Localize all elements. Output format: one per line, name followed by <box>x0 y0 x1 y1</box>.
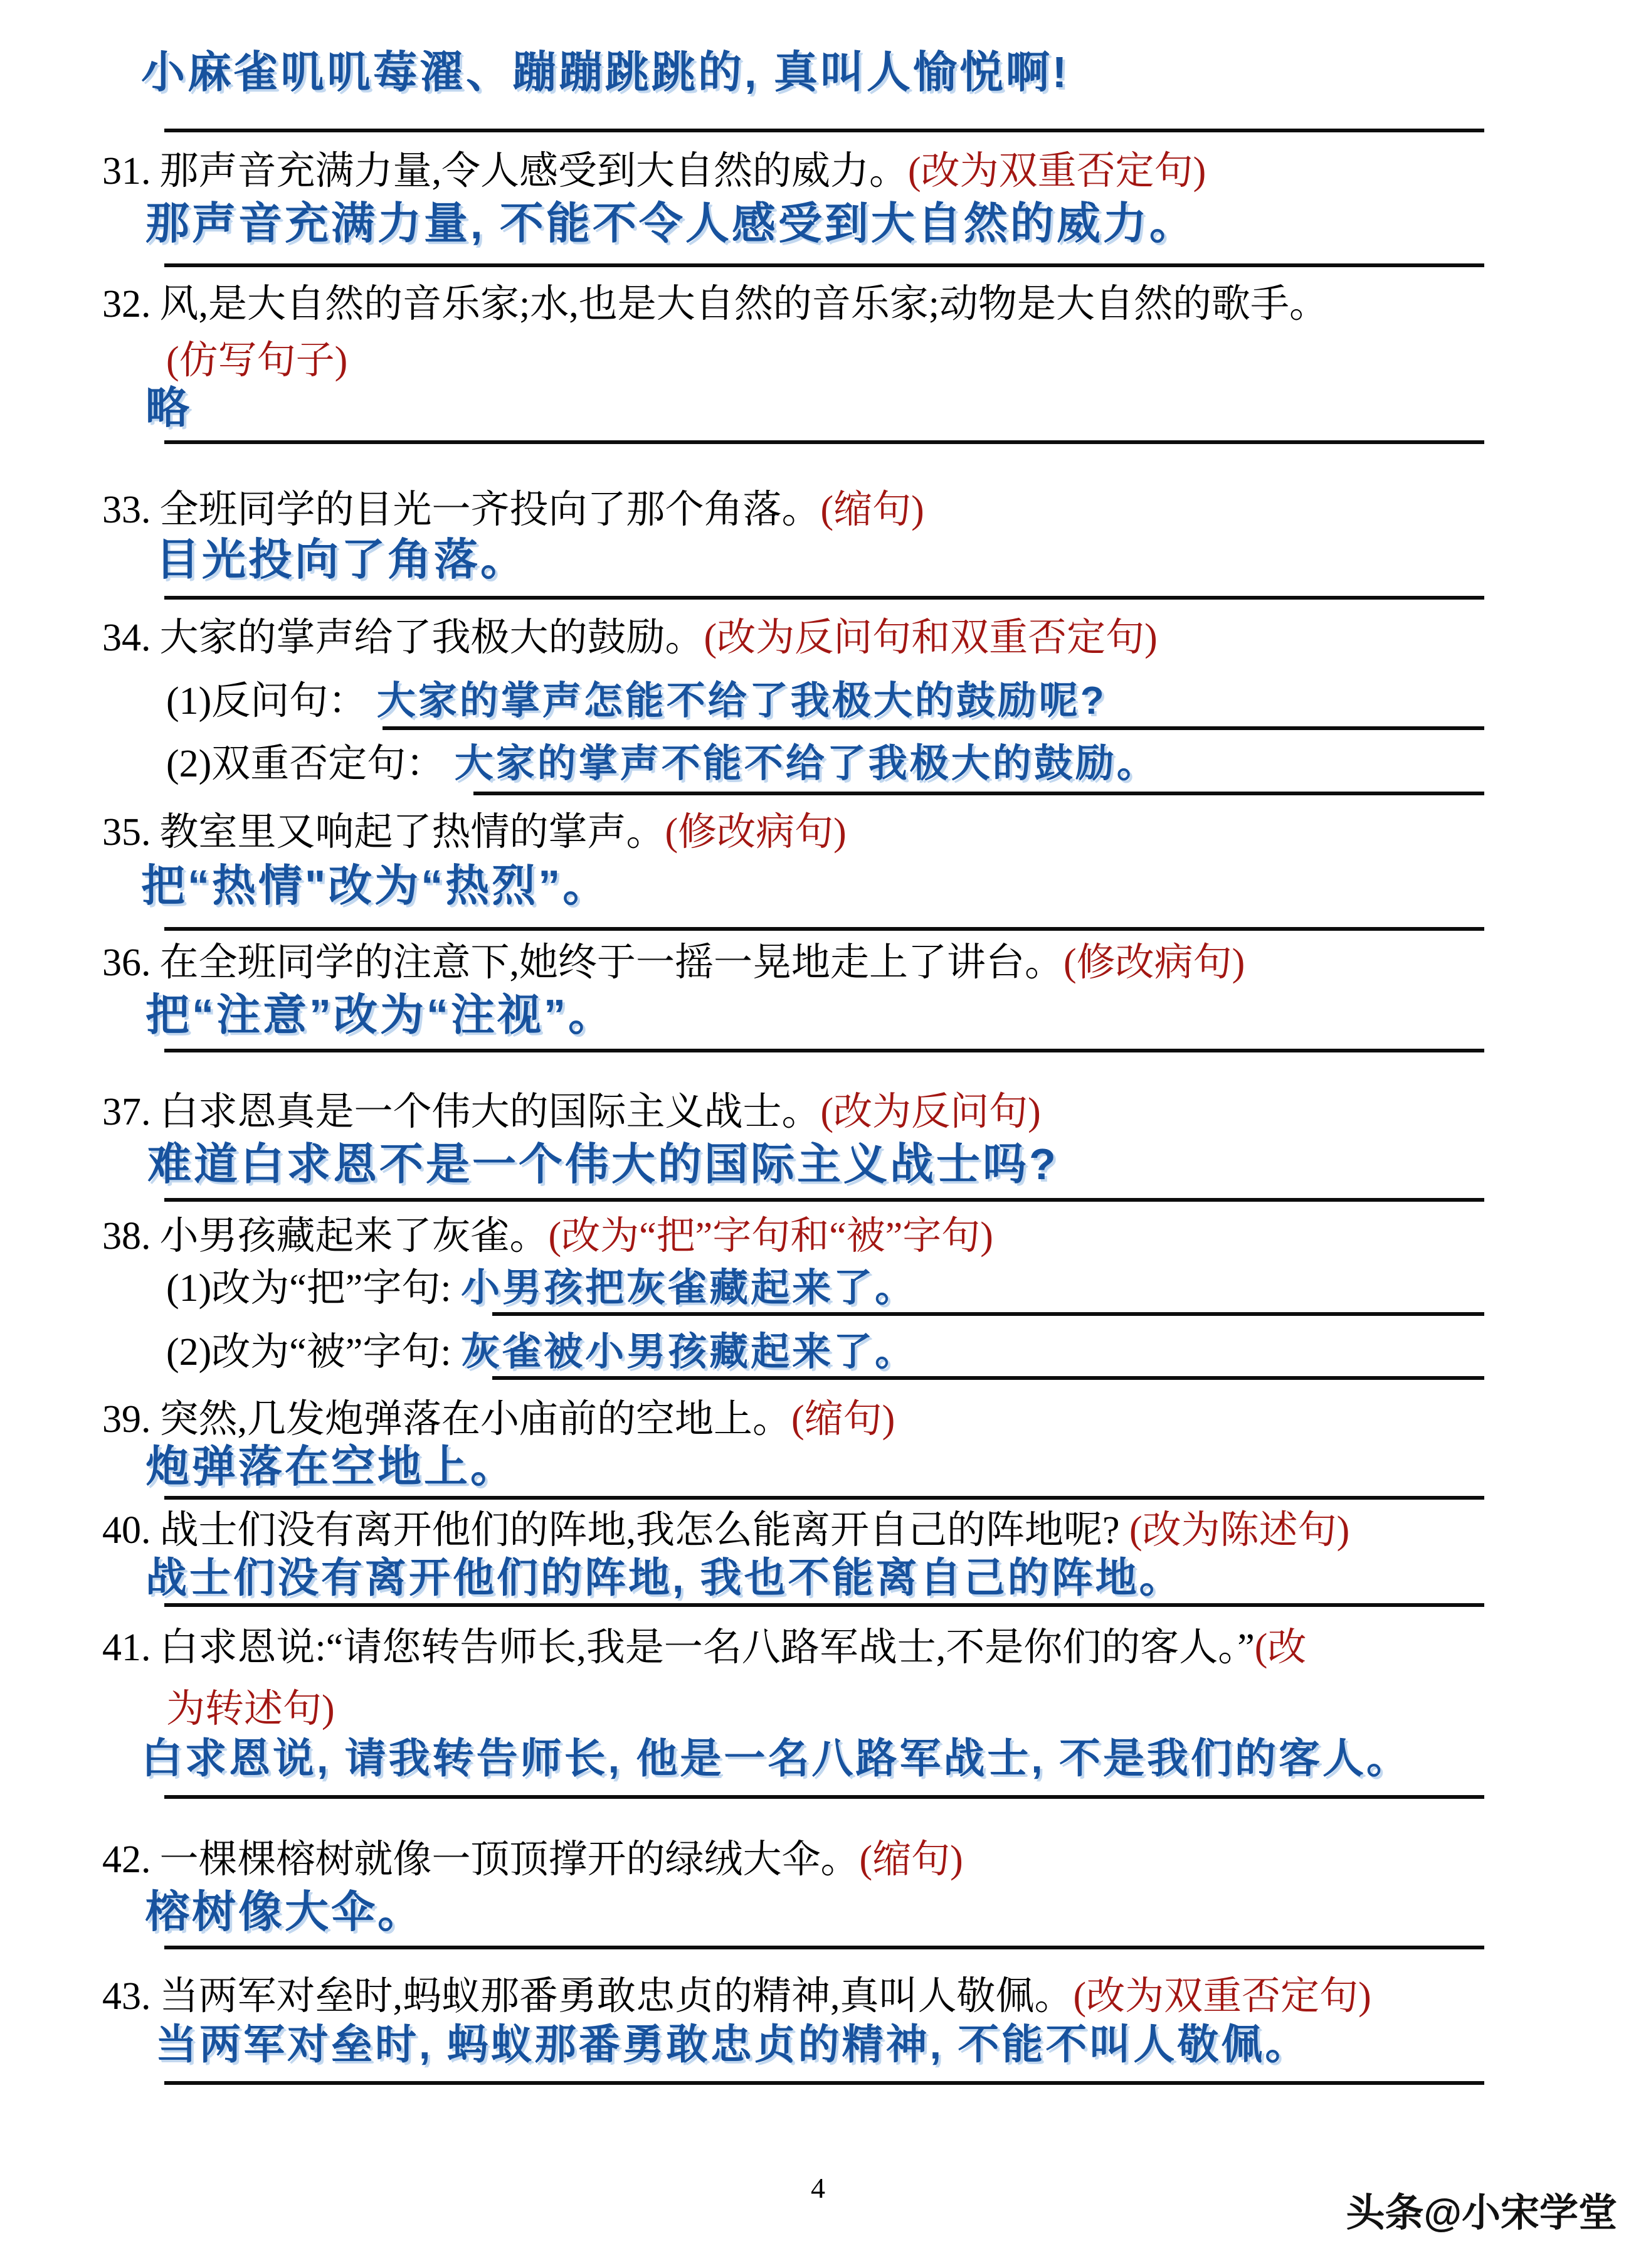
question-text: 白求恩说:“请您转告师长,我是一名八路军战士,不是你们的客人。” <box>159 1626 1255 1669</box>
part-label: (2)改为“被”字句: <box>166 1331 451 1374</box>
instruction-text: (改为双重否定句) <box>1073 1975 1371 2018</box>
question-33 <box>102 488 924 533</box>
question-text: 当两军对垒时,蚂蚁那番勇敢忠贞的精神,真叫人敬佩。 <box>159 1975 1074 2018</box>
answer-text: 小男孩把灰雀藏起来了。 <box>461 1266 917 1310</box>
watermark: 头条@小宋学堂 <box>1346 2191 1617 2235</box>
part-label: (1)反问句： <box>166 680 367 723</box>
answer-37 <box>147 1139 1058 1190</box>
question-number: 31. <box>102 150 151 193</box>
answer-40 <box>145 1554 1183 1602</box>
divider <box>164 1795 1484 1799</box>
answer-text: 当两军对垒时, 蚂蚁那番勇敢忠贞的精神, 不能不叫人敬佩。 <box>156 2021 1309 2067</box>
instruction-text: (改 <box>1254 1626 1307 1669</box>
instruction-text: (缩句) <box>859 1838 963 1881</box>
question-text: 白求恩真是一个伟大的国际主义战士。 <box>159 1091 821 1133</box>
divider <box>164 1496 1484 1500</box>
question-text: 全班同学的目光一齐投向了那个角落。 <box>159 489 821 531</box>
question-text: 在全班同学的注意下,她终于一摇一晃地走上了讲台。 <box>159 941 1064 984</box>
question-number: 33. <box>102 489 151 531</box>
question-34 <box>102 616 1158 660</box>
answer-43 <box>156 2021 1309 2069</box>
answer-text: 灰雀被小男孩藏起来了。 <box>461 1330 917 1374</box>
question-number: 34. <box>102 617 151 659</box>
question-35 <box>102 810 847 855</box>
question-text: 那声音充满力量,令人感受到大自然的威力。 <box>159 150 909 193</box>
intro-answer-text: 小麻雀叽叽莓濯、蹦蹦跳跳的, 真叫人愉悦啊! <box>141 48 1070 97</box>
divider <box>164 1198 1484 1202</box>
answer-text: 把“注意”改为“注视”。 <box>145 990 615 1039</box>
answer-35 <box>141 861 609 911</box>
answer-text: 目光投向了角落。 <box>156 535 527 584</box>
instruction-text: (改为反问句) <box>820 1091 1041 1133</box>
instruction-text: (修改病句) <box>665 811 847 854</box>
answer-line <box>492 1312 1484 1316</box>
answer-line <box>383 726 1484 730</box>
divider <box>164 1603 1484 1607</box>
answer-text: 白求恩说, 请我转告师长, 他是一名八路军战士, 不是我们的客人。 <box>141 1735 1411 1781</box>
instruction-text: (缩句) <box>791 1398 895 1441</box>
question-number: 38. <box>102 1215 151 1258</box>
answer-text: 略 <box>145 383 192 432</box>
answer-text: 炮弹落在空地上。 <box>145 1442 517 1491</box>
divider <box>164 596 1484 600</box>
answer-text: 把“热情"改为“热烈”。 <box>141 861 610 910</box>
answer-line <box>473 792 1484 795</box>
answer-41 <box>141 1735 1410 1783</box>
question-number: 37. <box>102 1091 151 1133</box>
answer-text: 战士们没有离开他们的阵地, 我也不能离自己的阵地。 <box>145 1554 1183 1601</box>
answer-text: 难道白求恩不是一个伟大的国际主义战士吗? <box>147 1140 1058 1189</box>
answer-39 <box>145 1441 517 1492</box>
question-text: 突然,几发炮弹落在小庙前的空地上。 <box>159 1398 792 1441</box>
instruction-32 <box>166 339 347 383</box>
question-number: 43. <box>102 1975 151 2018</box>
answer-38-part1 <box>166 1266 916 1311</box>
instruction-41-line2 <box>166 1687 335 1732</box>
intro-answer <box>141 47 1069 98</box>
part-label: (1)改为“把”字句: <box>166 1267 451 1310</box>
divider <box>164 263 1484 267</box>
instruction-text: (改为反问句和双重否定句) <box>704 617 1158 659</box>
answer-text: 大家的掌声怎能不给了我极大的鼓励呢? <box>376 679 1107 723</box>
instruction-text: (仿写句子) <box>166 339 348 382</box>
answer-text: 大家的掌声不能不给了我极大的鼓励。 <box>454 742 1158 785</box>
page-number: 4 <box>811 2172 825 2204</box>
question-number: 35. <box>102 811 151 854</box>
part-label: (2)双重否定句： <box>166 743 445 785</box>
answer-34-part1 <box>166 679 1107 724</box>
question-43 <box>102 1974 1371 2019</box>
answer-31 <box>145 198 1196 249</box>
question-36 <box>102 941 1245 985</box>
question-text: 大家的掌声给了我极大的鼓励。 <box>159 617 704 659</box>
question-42 <box>102 1838 963 1882</box>
question-text: 战士们没有离开他们的阵地,我怎么能离开自己的阵地呢? <box>159 1509 1120 1552</box>
divider <box>164 1049 1484 1052</box>
question-32 <box>102 282 1328 327</box>
answer-34-part2 <box>166 741 1158 787</box>
instruction-text: (改为“把”字句和“被”字句) <box>548 1215 993 1258</box>
question-40 <box>102 1508 1349 1553</box>
answer-33 <box>156 534 527 585</box>
answer-36 <box>145 990 615 1041</box>
question-39 <box>102 1397 895 1442</box>
instruction-text: (修改病句) <box>1063 941 1245 984</box>
question-37 <box>102 1090 1041 1135</box>
answer-text: 那声音充满力量, 不能不令人感受到大自然的威力。 <box>145 199 1196 248</box>
question-38 <box>102 1214 993 1259</box>
instruction-text: (缩句) <box>820 489 924 531</box>
question-number: 32. <box>102 283 151 326</box>
answer-42 <box>145 1887 424 1937</box>
divider <box>164 1946 1484 1949</box>
question-number: 42. <box>102 1838 151 1881</box>
instruction-text: (改为陈述句) <box>1129 1509 1350 1552</box>
question-number: 40. <box>102 1509 151 1552</box>
answer-32 <box>145 383 192 433</box>
divider <box>164 2081 1484 2085</box>
question-text: 风,是大自然的音乐家;水,也是大自然的音乐家;动物是大自然的歌手。 <box>159 283 1328 326</box>
answer-line <box>492 1376 1484 1380</box>
answer-38-part2 <box>166 1330 916 1375</box>
question-number: 41. <box>102 1626 151 1669</box>
question-31 <box>102 149 1206 194</box>
divider <box>164 927 1484 931</box>
question-text: 教室里又响起了热情的掌声。 <box>159 811 665 854</box>
answer-text: 榕树像大伞。 <box>145 1887 424 1936</box>
instruction-text: 为转述句) <box>166 1688 335 1730</box>
question-text: 小男孩藏起来了灰雀。 <box>159 1215 549 1258</box>
divider <box>164 440 1484 444</box>
instruction-text: (改为双重否定句) <box>908 150 1206 193</box>
question-text: 一棵棵榕树就像一顶顶撑开的绿绒大伞。 <box>159 1838 860 1881</box>
question-number: 36. <box>102 941 151 984</box>
question-41 <box>102 1626 1306 1670</box>
question-number: 39. <box>102 1398 151 1441</box>
divider <box>164 129 1484 132</box>
